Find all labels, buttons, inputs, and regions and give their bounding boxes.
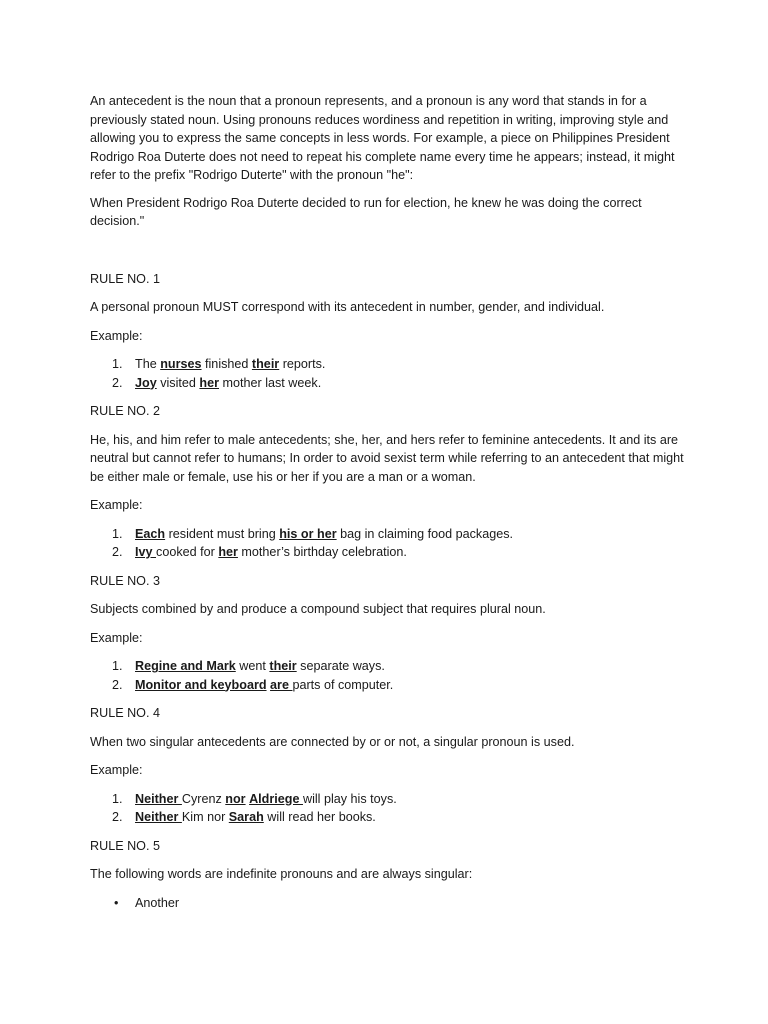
underlined-word: Neither: [135, 810, 182, 824]
underlined-word: their: [251, 357, 280, 371]
rule-heading: RULE NO. 3: [90, 573, 160, 588]
example-quote: When President Rodrigo Roa Duterte decided to run for election, he knew he was doing the correct decision.": [90, 195, 642, 228]
underlined-word: Each: [135, 526, 166, 541]
rule-text: A personal pronoun MUST correspond with its antecedent in number, gender, and individual.: [90, 300, 605, 314]
list-number: 2.: [112, 545, 123, 559]
underlined-word: her: [218, 545, 238, 559]
bullet-text: Another: [135, 895, 180, 910]
indefinite-pronoun-list: [90, 894, 690, 913]
rule-section-1: [90, 270, 690, 393]
example-item: [90, 808, 690, 827]
underlined-word: are: [270, 677, 293, 692]
rule-heading: RULE NO. 1: [90, 271, 160, 286]
underlined-word: their: [269, 659, 297, 673]
underlined-word: Regine and Mark: [135, 659, 236, 673]
sentence-text: separate ways.: [296, 659, 385, 673]
sentence-text: resident must bring: [165, 526, 280, 541]
bullet-dot-icon: •: [114, 895, 119, 910]
sentence-text: mother’s birthday celebration.: [237, 545, 407, 559]
sentence-text: Cyrenz: [181, 791, 226, 806]
rule-section-4: [90, 704, 690, 827]
list-number: 1.: [112, 526, 123, 541]
list-number: 2.: [112, 375, 123, 390]
sentence-text: reports.: [279, 357, 326, 371]
list-number: 1.: [112, 791, 123, 806]
underlined-word: his or her: [279, 526, 337, 541]
sentence-text: will play his toys.: [302, 791, 397, 806]
list-number: 2.: [112, 677, 123, 692]
sentence-text: parts of computer.: [292, 677, 394, 692]
sentence-text: Kim nor: [181, 810, 229, 824]
example-item: [90, 657, 690, 676]
example-label: Example:: [90, 630, 143, 645]
sentence-text: bag in claiming food packages.: [336, 526, 514, 541]
underlined-word: Joy: [135, 375, 157, 390]
example-list: [90, 790, 690, 827]
rule-section-2: [90, 402, 690, 562]
rule-section-5: [90, 837, 690, 913]
list-number: 2.: [112, 810, 123, 824]
example-item: [90, 543, 690, 562]
rule-text: The following words are indefinite pronouns and are always singular:: [90, 867, 473, 881]
bullet-item: [90, 894, 690, 913]
example-list: [90, 657, 690, 694]
rule-section-3: [90, 572, 690, 695]
example-list: [90, 525, 690, 562]
sentence-text: The: [135, 357, 161, 371]
list-number: 1.: [112, 357, 123, 371]
example-label: Example:: [90, 328, 143, 343]
rule-heading: RULE NO. 4: [90, 706, 160, 720]
example-item: [90, 790, 690, 809]
rule-heading: RULE NO. 2: [90, 404, 160, 418]
example-list: [90, 355, 690, 392]
sentence-text: will read her books.: [263, 810, 376, 824]
rule-text: When two singular antecedents are connected by or or not, a singular pronoun is used.: [90, 734, 575, 749]
rule-text: Subjects combined by and produce a compound subject that requires plural noun.: [90, 602, 546, 616]
sentence-text: went: [235, 659, 270, 673]
underlined-word: nurses: [160, 357, 202, 371]
example-item: [90, 525, 690, 544]
example-label: Example:: [90, 763, 143, 777]
underlined-word: nor: [225, 791, 246, 806]
example-item: [90, 374, 690, 393]
underlined-word: Monitor and keyboard: [135, 677, 267, 692]
rule-text: He, his, and him refer to male antecedents; she, her, and hers refer to feminine antecedents. It and its are neutral but cannot refer to humans; In order to avoid sexist term while referring to an antecedent that might be either male or female, use his or her if you are a man or a woman.: [90, 432, 684, 484]
document-body: [90, 92, 690, 922]
intro-paragraph: An antecedent is the noun that a pronoun represents, and a pronoun is any word that stands in for a previously stated noun. Using pronouns reduces wordiness and repetition in writing, improving style and allowing you to express the same concepts in less words. For example, a piece on Philippines President Rodrigo Roa Duterte does not need to repeat his complete name every time he appears; instead, it might refer to the prefix "Rodrigo Duterte" with the pronoun "he":: [90, 94, 675, 182]
sentence-text: cooked for: [156, 545, 219, 559]
sentence-text: visited: [156, 375, 200, 390]
underlined-word: Ivy: [135, 545, 157, 559]
sentence-text: finished: [201, 357, 252, 371]
sentence-text: mother last week.: [219, 375, 322, 390]
underlined-word: Sarah: [228, 810, 264, 824]
underlined-word: her: [199, 375, 220, 390]
rules-list: [90, 270, 690, 827]
list-number: 1.: [112, 659, 123, 673]
example-item: [90, 355, 690, 374]
example-item: [90, 676, 690, 695]
underlined-word: Aldriege: [249, 791, 303, 806]
example-label: Example:: [90, 498, 143, 512]
underlined-word: Neither: [135, 791, 182, 806]
rule-heading: RULE NO. 5: [90, 838, 160, 853]
